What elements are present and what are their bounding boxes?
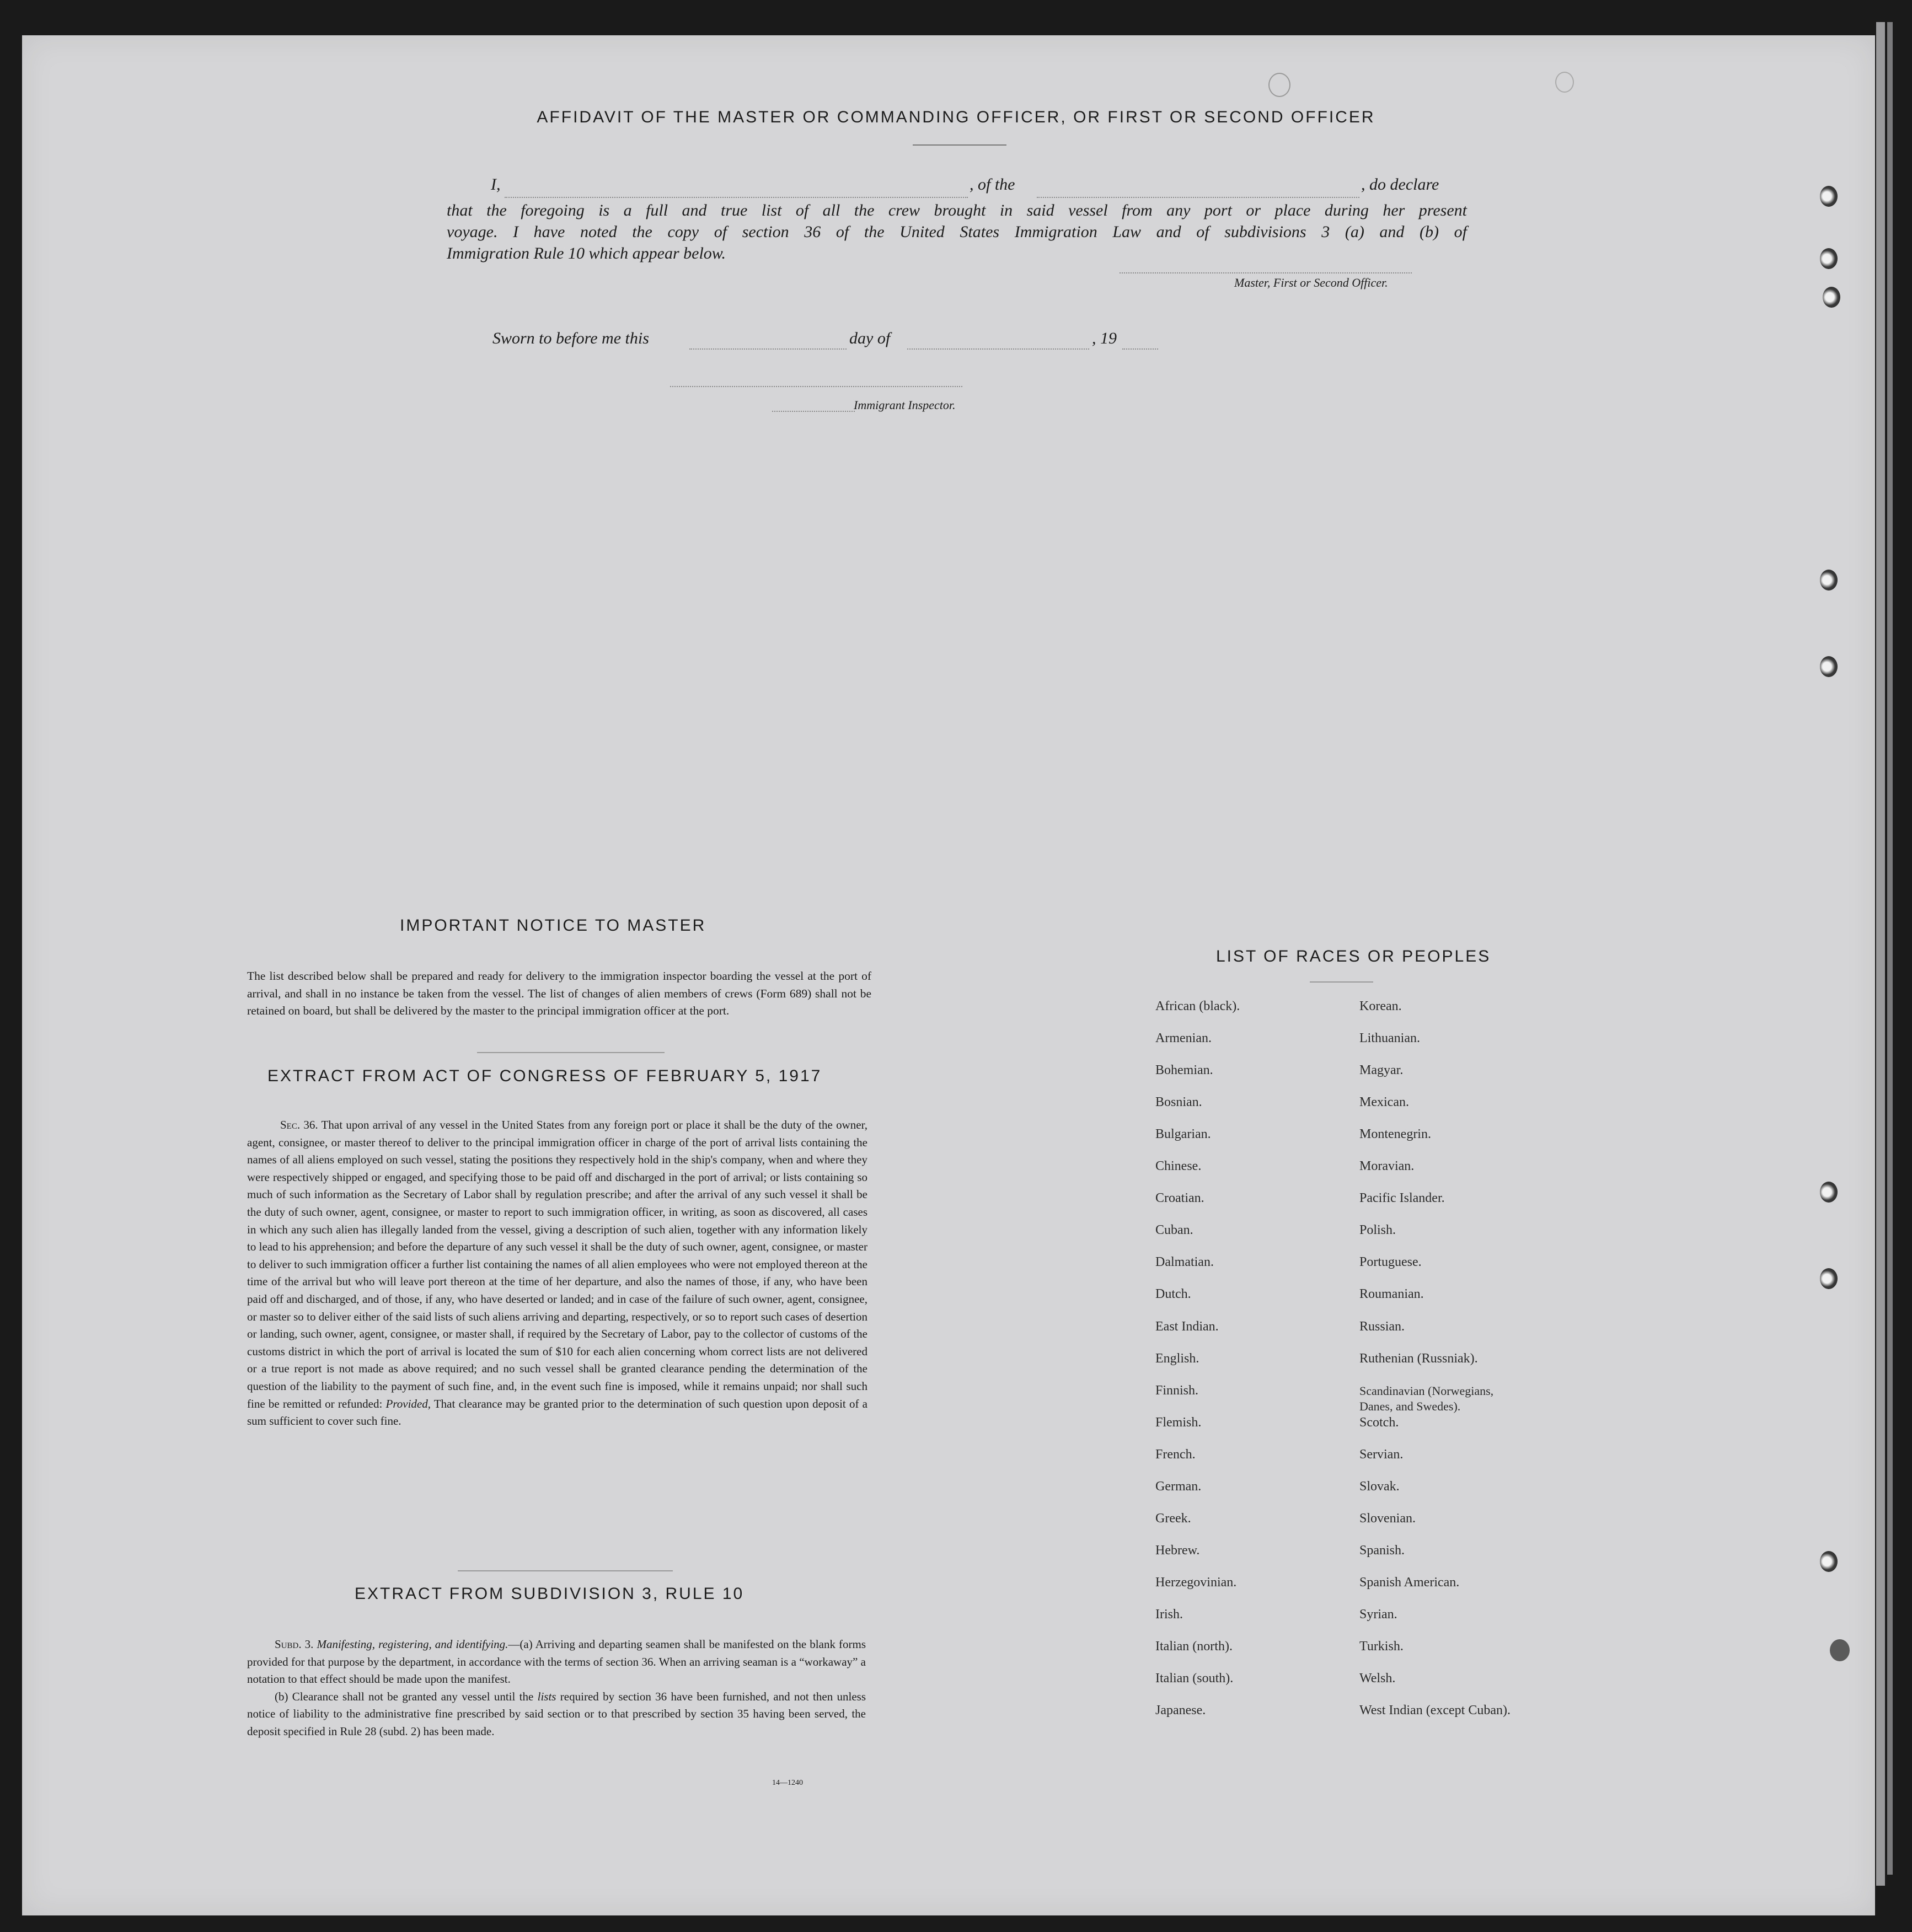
provided-label: Provided,: [385, 1397, 431, 1410]
race-item: Syrian.: [1359, 1607, 1397, 1622]
race-item: East Indian.: [1155, 1319, 1219, 1334]
act-body: That upon arrival of any vessel in the United States from any foreign port or place it shall be the duty of the owner, agent, consignee, or master thereof to deliver to the principal immigration officer in charge of the port of arrival lists containing the names of all aliens employed on such vessel, stating the positions they respectively hold in the ship's company, when and where they were respectively shipped or engaged, and specifying those to be paid off and discharged in the port of arrival; or lists containing so much of such information as the Secretary of Labor shall by regulation prescribe; and after the arrival of any such vessel it shall be the duty of such owner, agent, consignee, or master to report to such immigration officer, in writing, as soon as discovered, all cases in which any such alien has illegally landed from the vessel, giving a description of such alien, together with any information likely to lead to his apprehension; and before the departure of any such vessel it shall be the duty of such owner, agent, consignee, or master to deliver to such immigration officer a further list containing the names of all alien employees who were not employed thereon at the time of the arrival but who will leave port thereon at the time of her departure, and also the names of those, if any, who have been paid off and discharged, and of those, if any, who have deserted or landed; and in case of the failure of such owner, agent, consignee, or master so to deliver either of the said lists of such aliens arriving and departing, respectively, or so to report such cases of desertion or landing, such owner, agent, consignee, or master shall, if required by the Secretary of Labor, pay to the collector of customs of the customs district in which the port of arrival is located the sum of $10 for each alien concerning whom correct lists are not delivered or a true report is not made as above required; and no such vessel shall be granted clearance pending the determination of the question of the liability to the payment of such fine, and, in the event such fine is imposed, while it remains unpaid; nor shall such fine be remitted or refunded:: [247, 1118, 867, 1410]
rule-para-b-start: (b) Clearance shall not be granted any vessel until the: [275, 1689, 534, 1703]
notice-text: [247, 968, 871, 1020]
binder-hole: [1820, 186, 1838, 207]
binder-hole: [1830, 1639, 1850, 1661]
form-number: 14—1240: [772, 1779, 803, 1787]
race-item: Welsh.: [1359, 1671, 1396, 1686]
race-item: Bulgarian.: [1155, 1127, 1211, 1142]
binder-hole: [1820, 1551, 1838, 1572]
race-item: Roumanian.: [1359, 1287, 1424, 1302]
divider: [477, 1052, 665, 1053]
race-item: Montenegrin.: [1359, 1127, 1431, 1142]
race-item: Moravian.: [1359, 1159, 1415, 1174]
race-item: Bosnian.: [1155, 1095, 1202, 1110]
race-item: West Indian (except Cuban).: [1359, 1703, 1511, 1718]
inspector-blank: [670, 386, 962, 387]
binder-hole: [1820, 248, 1838, 269]
day-of-label: day of: [849, 329, 891, 347]
binder-hole: [1820, 656, 1838, 677]
subd-label: Subd. 3.: [275, 1638, 314, 1651]
race-item: Portuguese.: [1359, 1255, 1422, 1270]
notice-title: IMPORTANT NOTICE TO MASTER: [400, 916, 706, 935]
race-item: Dalmatian.: [1155, 1255, 1214, 1270]
act-paragraph: [247, 1117, 867, 1430]
race-item: African (black).: [1155, 999, 1240, 1013]
punch-mark: [1268, 73, 1290, 97]
race-item: Hebrew.: [1155, 1543, 1200, 1558]
race-item: English.: [1155, 1351, 1199, 1366]
race-item: Bohemian.: [1155, 1063, 1213, 1078]
name-blank: [505, 197, 968, 198]
act-text: [247, 1117, 867, 1430]
race-item: Slovenian.: [1359, 1511, 1416, 1526]
race-item: Ruthenian (Russniak).: [1359, 1351, 1478, 1366]
race-item: Croatian.: [1155, 1191, 1204, 1206]
sec-label: Sec. 36.: [280, 1118, 318, 1131]
race-item: Cuban.: [1155, 1223, 1193, 1238]
binder-hole: [1820, 1182, 1838, 1203]
affidavit-of-the: , of the: [970, 175, 1015, 194]
subd-heading: Manifesting, registering, and identifying.: [317, 1638, 508, 1651]
rule-text: [247, 1636, 866, 1741]
race-item: Lithuanian.: [1359, 1031, 1420, 1046]
inspector-caption: Immigrant Inspector.: [854, 398, 956, 412]
rule-para-b-lists: lists: [537, 1689, 556, 1703]
divider: [913, 144, 1006, 146]
master-caption: Master, First or Second Officer.: [1234, 276, 1388, 289]
race-item: Polish.: [1359, 1223, 1396, 1238]
race-item: Dutch.: [1155, 1287, 1191, 1302]
race-item: Flemish.: [1155, 1415, 1202, 1430]
affidavit-body-line2: voyage. I have noted the copy of section 36 of the United States Immigration Law and of subdivisions 3 (a) and (b) of: [447, 223, 1467, 241]
race-item: Irish.: [1155, 1607, 1183, 1622]
race-item: German.: [1155, 1479, 1202, 1494]
race-item: Spanish American.: [1359, 1575, 1460, 1590]
act-body-end: That clearance may be granted prior to the determination of such question upon deposit of a sum sufficient to cover such fine.: [247, 1397, 868, 1428]
race-item: Pacific Islander.: [1359, 1191, 1445, 1206]
affidavit-do-declare: , do declare: [1361, 175, 1439, 194]
race-item: Spanish.: [1359, 1543, 1405, 1558]
race-item: Finnish.: [1155, 1383, 1199, 1398]
rule-para-a: [247, 1636, 866, 1688]
race-item: Scotch.: [1359, 1415, 1399, 1430]
rule-para-b: [247, 1688, 866, 1741]
binder-hole: [1820, 1268, 1838, 1289]
punch-mark: [1555, 72, 1574, 93]
page-edge: [1887, 22, 1893, 1875]
race-item: Italian (south).: [1155, 1671, 1234, 1686]
race-item: Mexican.: [1359, 1095, 1409, 1110]
affidavit-body-line1: that the foregoing is a full and true list of all the crew brought in said vessel from any port or place during her present: [447, 201, 1467, 219]
race-item: Greek.: [1155, 1511, 1191, 1526]
race-item: Herzegovinian.: [1155, 1575, 1237, 1590]
race-item: Armenian.: [1155, 1031, 1212, 1046]
month-blank: [907, 348, 1089, 350]
binder-hole: [1820, 570, 1838, 591]
races-title: LIST OF RACES OR PEOPLES: [1216, 947, 1491, 965]
binder-hole: [1823, 287, 1840, 308]
signature-blank: [1120, 272, 1412, 273]
rule-title: EXTRACT FROM SUBDIVISION 3, RULE 10: [355, 1585, 745, 1603]
year-blank: [1122, 348, 1158, 350]
rule-para-b-end: required by section 36 have been furnished, and not then unless notice of liability to the administrative fine prescribed by said section or to that prescribed by section 35 having been served, the deposit specified in Rule 28 (subd. 2) has been made.: [247, 1689, 866, 1738]
race-item: Russian.: [1359, 1319, 1405, 1334]
notice-paragraph: The list described below shall be prepared and ready for delivery to the immigration inspector boarding the vessel at the port of arrival, and shall in no instance be taken from the vessel. The list of changes of alien members of crews (Form 689) shall not be retained on board, but shall be delivered by the master to the principal immigration officer at the port.: [247, 969, 871, 1017]
race-item: Korean.: [1359, 999, 1402, 1013]
race-item: Turkish.: [1359, 1639, 1404, 1654]
affidavit-body-line3: Immigration Rule 10 which appear below.: [447, 244, 726, 262]
act-title: EXTRACT FROM ACT OF CONGRESS OF FEBRUARY 5, 1917: [267, 1067, 822, 1085]
race-item: Slovak.: [1359, 1479, 1400, 1494]
race-item: Italian (north).: [1155, 1639, 1233, 1654]
day-blank: [689, 348, 847, 350]
race-item: Magyar.: [1359, 1063, 1404, 1078]
race-item: Chinese.: [1155, 1159, 1202, 1174]
affidavit-title: AFFIDAVIT OF THE MASTER OR COMMANDING OFFICER, OR FIRST OR SECOND OFFICER: [537, 108, 1375, 126]
vessel-blank: [1037, 197, 1359, 198]
divider: [1310, 981, 1373, 983]
race-item: French.: [1155, 1447, 1196, 1462]
rule-para-a-text: —(a) Arriving and departing seamen shall be manifested on the blank forms provided for that purpose by the department, in accordance with the terms of section 36. When an arriving seaman is a “workaway” a notation to that effect should be made upon the manifest.: [247, 1638, 866, 1686]
race-item: Scandinavian (Norwegians, Danes, and Swedes).: [1359, 1383, 1494, 1413]
sworn-label: Sworn to before me this: [492, 329, 649, 347]
page-edge: [1876, 22, 1885, 1886]
affidavit-i-label: I,: [491, 175, 501, 194]
race-item: Servian.: [1359, 1447, 1404, 1462]
race-item: Japanese.: [1155, 1703, 1206, 1718]
divider: [458, 1570, 673, 1571]
year-prefix: , 19: [1092, 329, 1117, 347]
inspector-blank: [772, 411, 855, 412]
